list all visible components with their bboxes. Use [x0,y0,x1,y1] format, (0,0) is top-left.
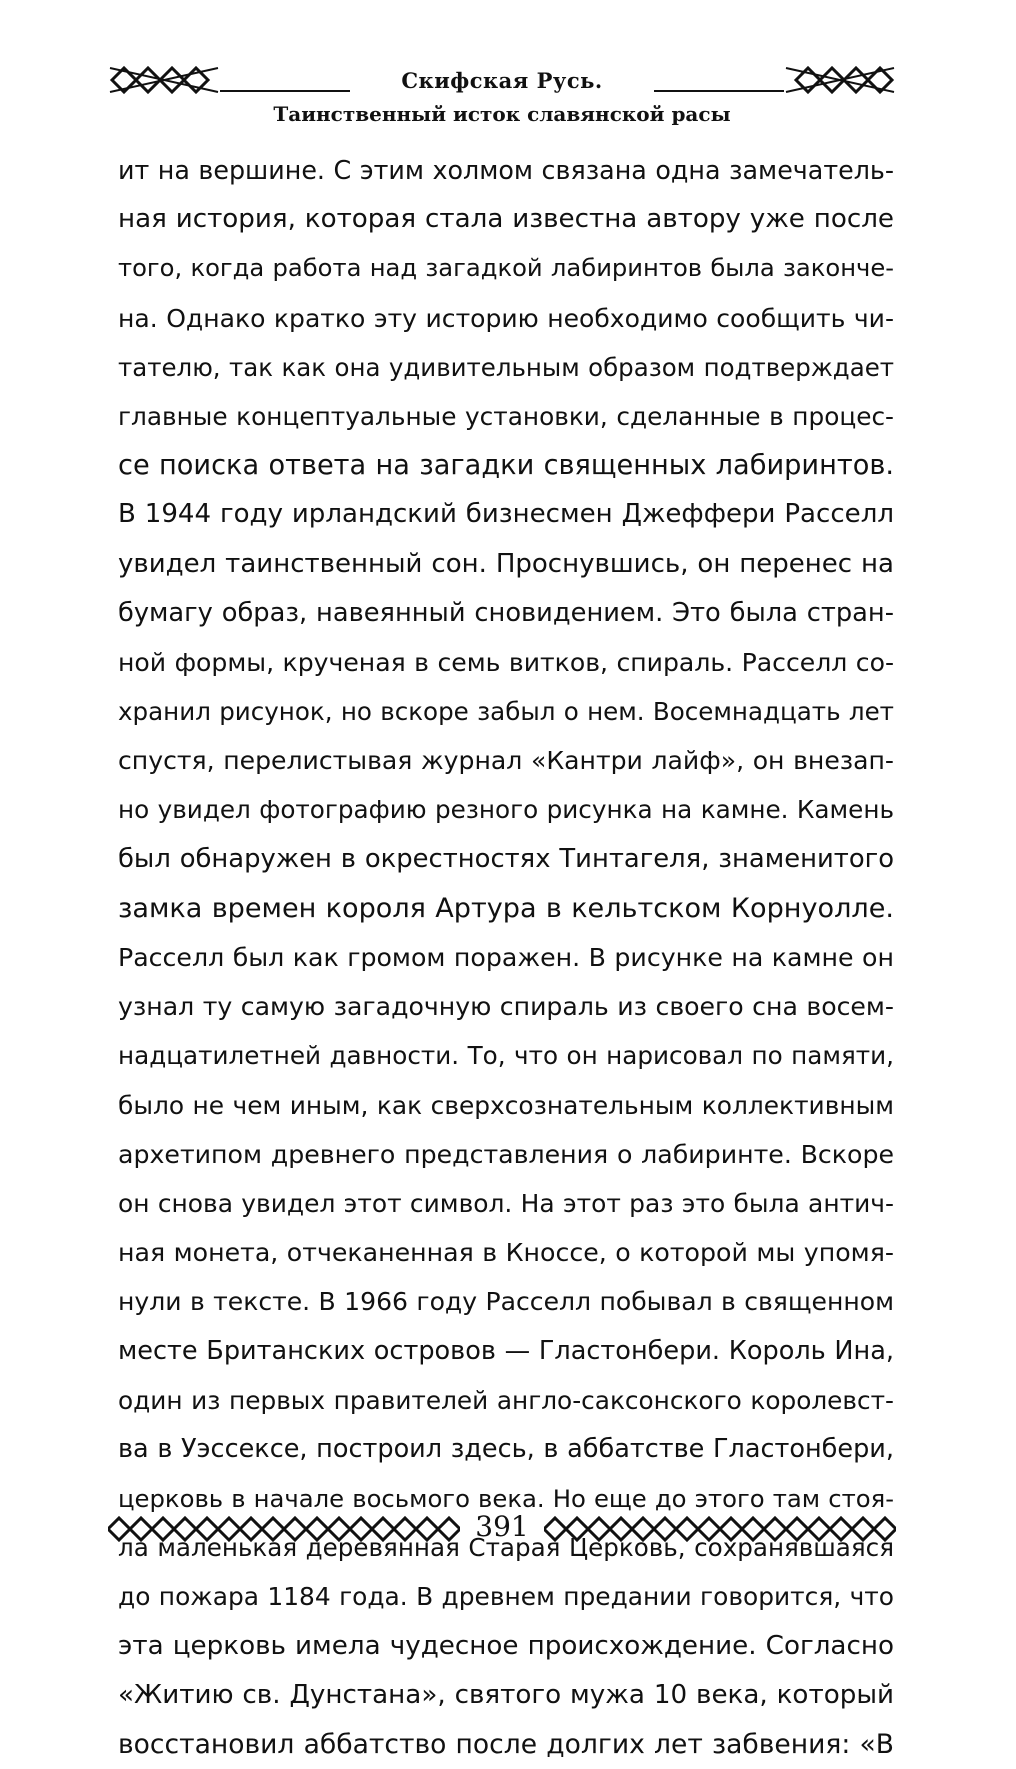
text-line: увидел таинственный сон. Проснувшись, он перенес на [118,548,894,579]
text-line: замка времен короля Артура в кельтском Корнуолле. [118,892,894,924]
text-line: ла маленькая деревянная Старая Церковь, сохранявшаяся [118,1533,894,1563]
text-line: эта церковь имела чудесное происхождение. Согласно [118,1630,894,1661]
text-line: главные концептуальные установки, сделанные в процес- [118,401,894,431]
running-header [108,62,896,142]
text-line: нули в тексте. В 1966 году Расселл побывал в священном [118,1287,894,1317]
book-title: Скифская Русь. [401,68,603,93]
header-rule-right [654,90,784,92]
text-line: ной формы, крученая в семь витков, спираль. Расселл со- [118,647,894,677]
text-line: тателю, так как она удивительным образом подтверждает [118,352,894,382]
text-line: один из первых правителей англо-саксонского королевст- [118,1385,894,1415]
text-line: архетипом древнего представления о лабиринте. Вскоре [118,1139,894,1169]
text-line: до пожара 1184 года. В древнем предании говорится, что [118,1582,894,1612]
text-line: «Житию св. Дунстана», святого мужа 10 века, который [118,1679,894,1710]
text-line: того, когда работа над загадкой лабиринтов была законче- [118,254,894,283]
text-line: был обнаружен в окрестностях Тинтагеля, знаменитого [118,843,894,874]
text-line: бумагу образ, навеянный сновидением. Это была стран- [118,597,894,628]
text-line: надцатилетней давности. То, что он нарисовал по памяти, [118,1041,894,1071]
text-line: церковь в начале восьмого века. Но еще до этого там стоя- [118,1484,894,1514]
text-line: месте Британских островов — Гластонбери. Король Ина, [118,1335,894,1366]
page-number: 391 [475,1510,529,1543]
text-line: хранил рисунок, но вскоре забыл о нем. Восемнадцать лет [118,697,894,727]
text-line: Расселл был как громом поражен. В рисунке на камне он [118,943,894,972]
text-line: было не чем иным, как сверхсознательным коллективным [118,1090,894,1120]
ornament-band-right-icon [544,1516,896,1542]
text-line: ная история, которая стала известна автору уже после [118,204,894,235]
text-line: ва в Уэссексе, построил здесь, в аббатстве Гластонбери, [118,1433,894,1464]
text-line: ная монета, отчеканенная в Кноссе, о которой мы упомя- [118,1238,894,1268]
text-line: спустя, перелистывая журнал «Кантри лайф», он внезап- [118,746,894,776]
text-line: ит на вершине. С этим холмом связана одна замечатель- [118,155,894,185]
ornament-right-icon [784,64,896,96]
text-line: се поиска ответа на загадки священных лабиринтов. [118,450,894,482]
page-footer [108,1508,896,1548]
text-line: но увидел фотографию резного рисунка на камне. Камень [118,795,894,825]
text-line: узнал ту самую загадочную спираль из своего сна восем- [118,992,894,1022]
text-line: на. Однако кратко эту историю необходимо сообщить чи- [118,303,894,333]
text-line: восстановил аббатство после долгих лет забвения: «В [118,1729,894,1760]
book-subtitle: Таинственный исток славянской расы [273,102,731,126]
text-line: В 1944 году ирландский бизнесмен Джеффери Расселл [118,499,894,530]
text-line: он снова увидел этот символ. На этот раз это была антич- [118,1188,894,1218]
